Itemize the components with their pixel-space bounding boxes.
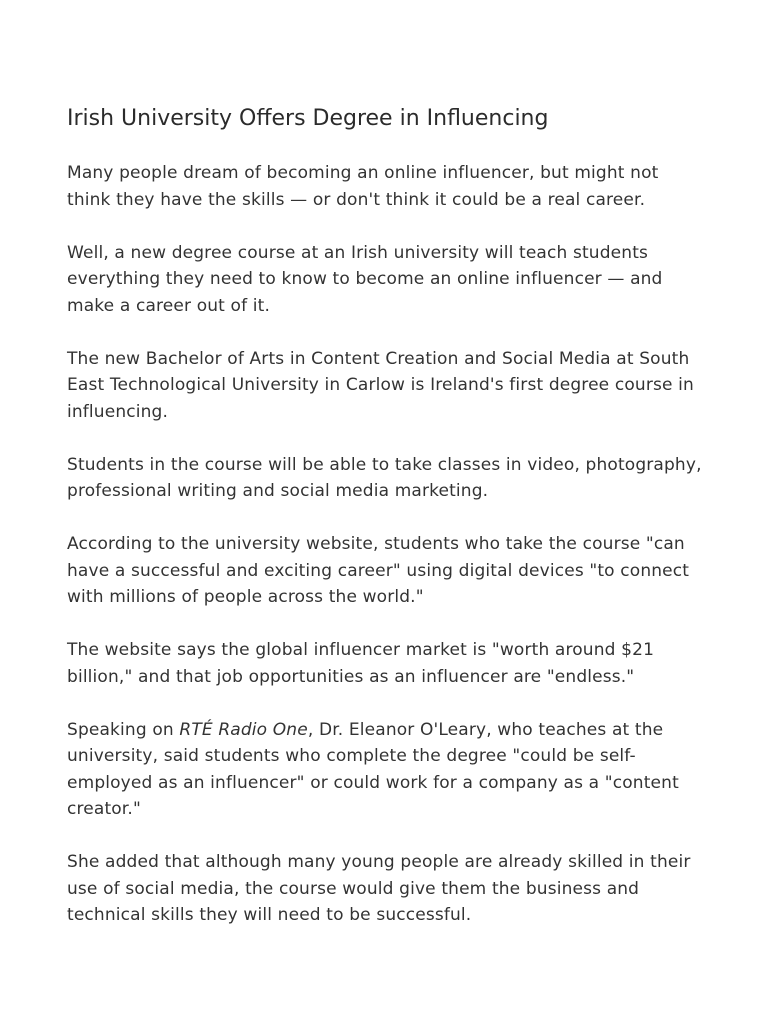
radio-source: RTÉ Radio One	[179, 719, 308, 740]
article-paragraph: Many people dream of becoming an online influencer, but might not think they have the skills — or don't think it could be a real career.	[67, 163, 659, 210]
article-paragraph: According to the university website, students who take the course "can have a successful and exciting career" using digital devices "to connect with millions of people across the world."	[67, 534, 690, 607]
speaking-prefix: Speaking on	[67, 719, 180, 740]
article-paragraph: Well, a new degree course at an Irish university will teach students everything they need to know to become an online influencer — and make a career out of it.	[67, 242, 663, 316]
speaking-suffix: , Dr. Eleanor O'Leary, who teaches at the university, said students who complete the degree "could be self-employed as an influencer" or could work for a company as a "content creator."	[67, 719, 679, 819]
article-paragraph: The new Bachelor of Arts in Content Creation and Social Media at South East Technological University in Carlow is Ireland's first degree course in influencing.	[67, 348, 694, 422]
article-paragraph: The website says the global influencer market is "worth around $21 billion," and that job opportunities as an influencer are "endless."	[67, 640, 655, 687]
article	[67, 104, 707, 955]
article-title: Irish University Offers Degree in Influencing	[67, 106, 549, 131]
article-paragraph-closing: She added that although many young people are already skilled in their use of social media, the course would give them the business and technical skills they will need to be successful.	[67, 852, 691, 925]
article-paragraph-speaking	[67, 717, 707, 823]
article-paragraph: Students in the course will be able to take classes in video, photography, professional writing and social media marketing.	[67, 454, 702, 501]
